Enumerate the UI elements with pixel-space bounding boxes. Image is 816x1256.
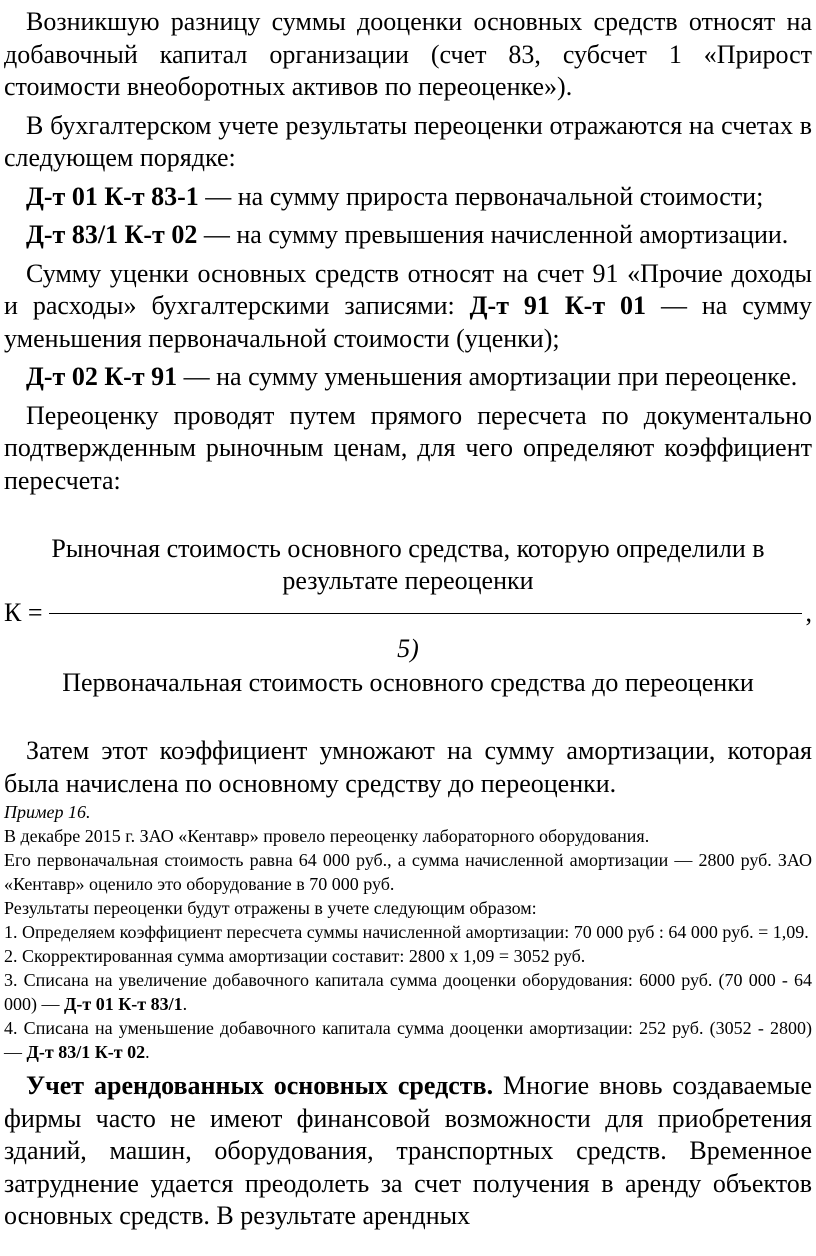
entry-code: Д-т 01 К-т 83-1	[26, 181, 199, 211]
example-step: 3. Списана на увеличение добавочного капитала сумма дооценки оборудования: 6000 руб. (70 000 - 64 000) — Д-т 01 К-т 83/1.	[4, 970, 812, 1014]
paragraph-entry-01-83	[4, 181, 812, 214]
paragraph-text: Сумму уценки основных средств относят на счет 91 «Прочие доходы и расходы» бухгалтерскими записями:	[4, 258, 812, 320]
paragraph-entry-02-91	[4, 361, 812, 394]
example-line: Его первоначальная стоимость равна 64 000 руб., а сумма начисленной амортизации — 2800 руб. ЗАО «Кентавр» оценило это оборудование в 70 000 руб.	[4, 850, 812, 894]
example-step: 1. Определяем коэффициент пересчета суммы начисленной амортизации: 70 000 руб : 64 000 руб. = 1,09.	[4, 922, 809, 942]
paragraph-markdown-91	[4, 258, 812, 356]
paragraph-leased-assets	[4, 1070, 812, 1233]
example-step: 4. Списана на уменьшение добавочного капитала сумма дооценки амортизации: 252 руб. (3052 - 2800) — Д-т 83/1 К-т 02.	[4, 1018, 812, 1062]
entry-description: — на сумму уменьшения амортизации при переоценке.	[177, 362, 798, 391]
entry-description: — на сумму превышения начисленной амортизации.	[197, 220, 789, 249]
formula-fraction-row	[4, 597, 812, 629]
entry-code: Д-т 02 К-т 91	[26, 362, 178, 391]
entry-description: — на сумму уменьшения первоначальной стоимости (уценки);	[4, 291, 812, 353]
entry-code: Д-т 83/1 К-т 02	[26, 1042, 146, 1062]
fraction-bar	[49, 613, 802, 614]
formula-denominator: Первоначальная стоимость основного средства до переоценки	[62, 668, 754, 697]
entry-description: — на сумму прироста первоначальной стоимости;	[198, 181, 764, 211]
formula-number: 5)	[397, 634, 419, 663]
example-step: 2. Скорректированная сумма амортизации составит: 2800 х 1,09 = 3052 руб.	[4, 946, 586, 966]
formula-lhs: К =	[4, 598, 43, 627]
section-heading: Учет арендованных основных средств.	[26, 1071, 494, 1100]
entry-code: Д-т 83/1 К-т 02	[26, 220, 198, 249]
coefficient-formula	[4, 533, 812, 699]
paragraph-revaluation-difference: Возникшую разницу суммы дооценки основных средств относят на добавочный капитал организации (счет 83, субсчет 1 «Прирост стоимости внеоборотных активов по переоценке»).	[4, 7, 812, 101]
example-block	[4, 800, 812, 1064]
example-line: Результаты переоценки будут отражены в учете следующим образом:	[4, 898, 537, 918]
formula-numerator: Рыночная стоимость основного средства, которую определили в результате переоценки	[51, 534, 765, 595]
paragraph-recalculation: Переоценку проводят путем прямого пересчета по документально подтвержденным рыночным ценам, для чего определяют коэффициент пересчета:	[4, 400, 812, 495]
entry-code: Д-т 91 К-т 01	[469, 291, 647, 320]
paragraph-text: Многие вновь создаваемые фирмы часто не имеют финансовой возможности для приобретения зданий, машин, оборудования, транспортных средств. Временное затруднение удается преодолеть за счет получения в аренду объектов основных средств. В результате арендных	[4, 1071, 812, 1230]
example-line: В декабре 2015 г. ЗАО «Кентавр» провело переоценку лабораторного оборудования.	[4, 826, 650, 846]
paragraph-entry-83-02	[4, 219, 812, 252]
example-heading: Пример 16.	[4, 802, 91, 822]
paragraph-multiply-coefficient: Затем этот коэффициент умножают на сумму амортизации, которая была начислена по основному средству до переоценки.	[4, 736, 812, 798]
formula-comma: ,	[805, 598, 812, 627]
paragraph-accounting-order: В бухгалтерском учете результаты переоценки отражаются на счетах в следующем порядке:	[4, 110, 812, 172]
entry-code: Д-т 01 К-т 83/1	[64, 994, 183, 1014]
